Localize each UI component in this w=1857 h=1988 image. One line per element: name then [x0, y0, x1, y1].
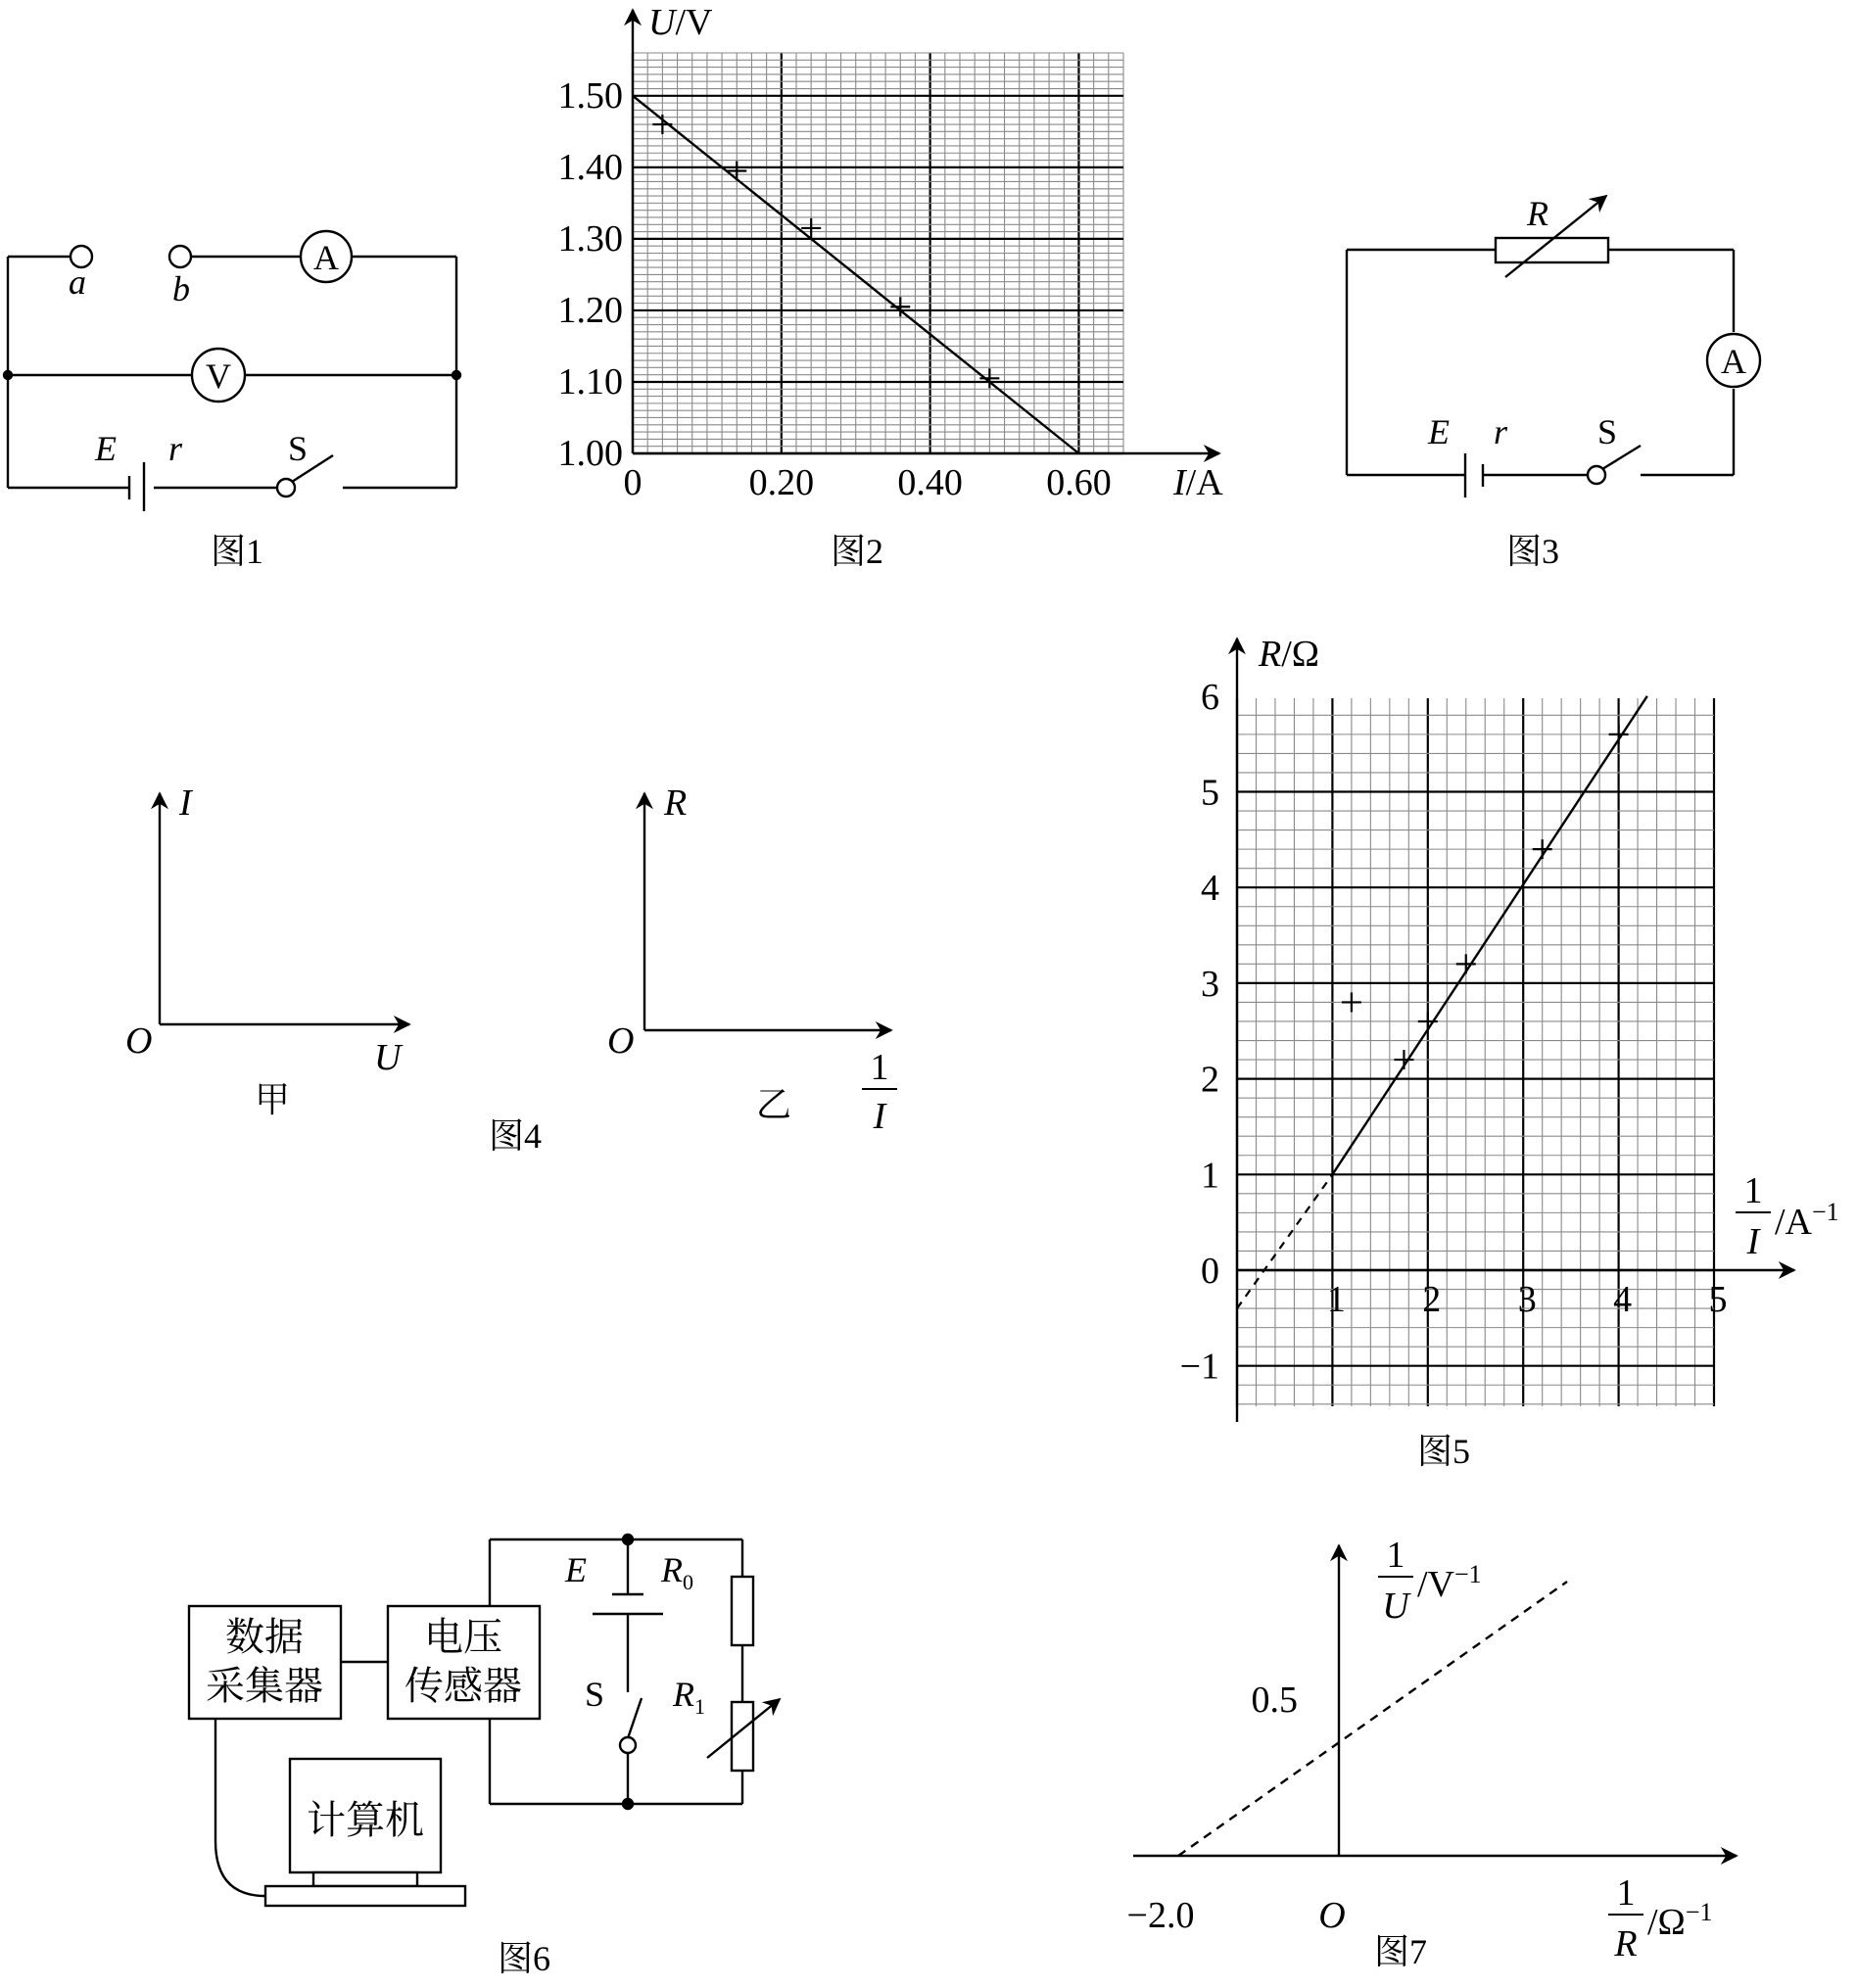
figure-4-caption: 图4 — [488, 1116, 543, 1156]
y-axis-variable: U — [648, 2, 676, 43]
grid-background — [1237, 698, 1714, 1406]
y-axis-numerator: 1 — [1386, 1535, 1405, 1576]
data-collector-label-line2: 采集器 — [206, 1664, 323, 1708]
figure-7-labels — [1127, 1535, 1713, 1971]
x-axis-unit-text: /A — [1775, 1202, 1812, 1243]
figure-2-caption: 图2 — [830, 532, 884, 571]
r1-label — [672, 1675, 705, 1719]
terminal-b-icon — [169, 246, 191, 267]
node-a-label: a — [69, 262, 86, 302]
figure-6-caption: 图6 — [497, 1939, 551, 1978]
switch-label: S — [585, 1675, 605, 1714]
y-axis-denominator: U — [1382, 1586, 1409, 1627]
y-axis-unit-text: /V — [1417, 1564, 1454, 1605]
figure-4-jia-axes — [160, 793, 409, 1024]
resistor-label: R — [1527, 194, 1548, 233]
y-tick-label: 1.10 — [557, 360, 623, 402]
origin-label: 0 — [623, 462, 643, 503]
y-tick-label: 6 — [1201, 676, 1219, 718]
y-tick-label: 1.00 — [557, 433, 623, 474]
x-tick-label: 4 — [1613, 1279, 1633, 1320]
y-axis-unit-exponent: −1 — [1454, 1560, 1482, 1588]
figure-3-circuit — [1347, 196, 1760, 497]
figure-5-caption: 图5 — [1416, 1432, 1471, 1471]
computer-neck — [313, 1872, 417, 1886]
x-tick-label: −2.0 — [1126, 1895, 1195, 1936]
figure-7-caption: 图7 — [1373, 1932, 1428, 1971]
emf-label: E — [1428, 412, 1450, 451]
voltage-sensor-label-line2: 传感器 — [405, 1664, 522, 1708]
data-collector-label-line1: 数据 — [225, 1615, 304, 1659]
node-b-label: b — [172, 269, 190, 308]
r0-symbol: R — [661, 1550, 683, 1589]
junction-dot — [623, 1535, 633, 1544]
yi-y-axis-label: R — [664, 782, 688, 824]
x-axis-variable: I — [1173, 462, 1186, 503]
switch-label: S — [1597, 412, 1618, 451]
junction-dot — [452, 371, 460, 379]
y-tick-label: 4 — [1201, 868, 1219, 910]
x-axis-unit — [1647, 1898, 1712, 1943]
ammeter-label: A — [313, 238, 339, 277]
origin-label: O — [1318, 1895, 1346, 1936]
voltmeter-label: V — [206, 356, 231, 396]
figure-1-labels — [69, 238, 339, 571]
chart-grid — [1237, 698, 1714, 1406]
yi-origin-label: O — [607, 1020, 635, 1062]
y-tick-label: −1 — [1179, 1346, 1219, 1388]
y-axis-unit — [1417, 1560, 1482, 1605]
x-tick-label: 2 — [1422, 1279, 1442, 1320]
figure-5-chart — [1180, 634, 1839, 1471]
rheostat-body — [1496, 238, 1608, 262]
x-axis-denominator: I — [1746, 1221, 1760, 1262]
figure-4-yi-axes — [644, 793, 891, 1030]
y-tick-label: 1.30 — [557, 217, 623, 260]
junction-dot — [4, 371, 12, 379]
r1-subscript: 1 — [694, 1694, 705, 1719]
y-axis-unit: /Ω — [1281, 634, 1320, 675]
internal-resistance-label: r — [168, 429, 183, 468]
x-axis-unit — [1775, 1198, 1839, 1243]
x-axis-unit: /A — [1185, 462, 1223, 503]
x-axis-title — [1736, 1170, 1839, 1262]
yi-x-numerator: 1 — [870, 1047, 889, 1088]
x-tick-label: 0.60 — [1046, 462, 1112, 503]
x-tick-label: 5 — [1708, 1279, 1728, 1320]
cable — [215, 1719, 265, 1896]
dashed-fit-line — [1178, 1582, 1567, 1856]
x-axis-unit-exponent: −1 — [1685, 1898, 1713, 1926]
r0-label — [660, 1550, 693, 1594]
x-axis-denominator: R — [1614, 1923, 1638, 1964]
computer-label: 计算机 — [307, 1798, 424, 1842]
figure-1-caption: 图1 — [210, 532, 264, 571]
switch-pivot-icon — [620, 1737, 636, 1753]
yi-x-denominator: I — [873, 1096, 886, 1137]
x-axis-numerator: 1 — [1616, 1872, 1636, 1914]
emf-label: E — [95, 429, 117, 468]
chart-grid — [633, 53, 1123, 453]
x-tick-label: 1 — [1326, 1279, 1346, 1320]
y-tick-label: 1.40 — [557, 146, 623, 188]
y-tick-label: 1.50 — [557, 74, 623, 117]
jia-x-axis-label: U — [374, 1037, 402, 1078]
r1-symbol: R — [673, 1675, 694, 1714]
switch-blade — [628, 1698, 642, 1738]
x-axis-unit-text: /Ω — [1647, 1902, 1686, 1943]
rheostat-arrow-icon — [1505, 196, 1606, 277]
computer-keyboard-icon — [265, 1886, 465, 1906]
junction-dot — [623, 1799, 633, 1809]
jia-y-axis-label: I — [179, 782, 192, 824]
ammeter-label: A — [1721, 342, 1746, 381]
y-axis-title — [648, 2, 713, 43]
x-axis-unit-exponent: −1 — [1812, 1198, 1839, 1226]
y-axis-variable: R — [1259, 634, 1282, 675]
x-tick-label: 0.20 — [748, 462, 815, 503]
x-axis-title — [1172, 462, 1223, 503]
jia-label: 甲 — [254, 1080, 291, 1119]
y-tick-label: 5 — [1201, 772, 1219, 814]
x-tick-label: 0.40 — [897, 462, 963, 503]
internal-resistance-label: r — [1494, 412, 1508, 451]
x-axis-numerator: 1 — [1743, 1170, 1763, 1211]
y-tick-label: 1.20 — [557, 289, 623, 331]
voltage-sensor-label-line1: 电压 — [424, 1615, 502, 1659]
figure-2-chart — [558, 2, 1224, 571]
figure-3-caption: 图3 — [1505, 532, 1560, 571]
yi-label: 乙 — [755, 1085, 792, 1124]
switch-label: S — [288, 429, 309, 468]
jia-origin-label: O — [125, 1020, 153, 1062]
y-tick-label: 0.5 — [1251, 1680, 1298, 1721]
emf-label: E — [565, 1550, 587, 1589]
y-axis-unit: /V — [675, 2, 713, 43]
y-tick-label: 2 — [1201, 1059, 1219, 1101]
resistor-r0-body — [732, 1577, 753, 1645]
y-axis-title — [1258, 634, 1319, 675]
y-tick-label: 3 — [1201, 963, 1219, 1005]
y-tick-label: 1 — [1201, 1155, 1219, 1197]
r0-subscript: 0 — [683, 1570, 693, 1594]
figure-4-labels — [125, 782, 897, 1156]
x-tick-label: 3 — [1517, 1279, 1537, 1320]
y-tick-label: 0 — [1201, 1251, 1219, 1292]
